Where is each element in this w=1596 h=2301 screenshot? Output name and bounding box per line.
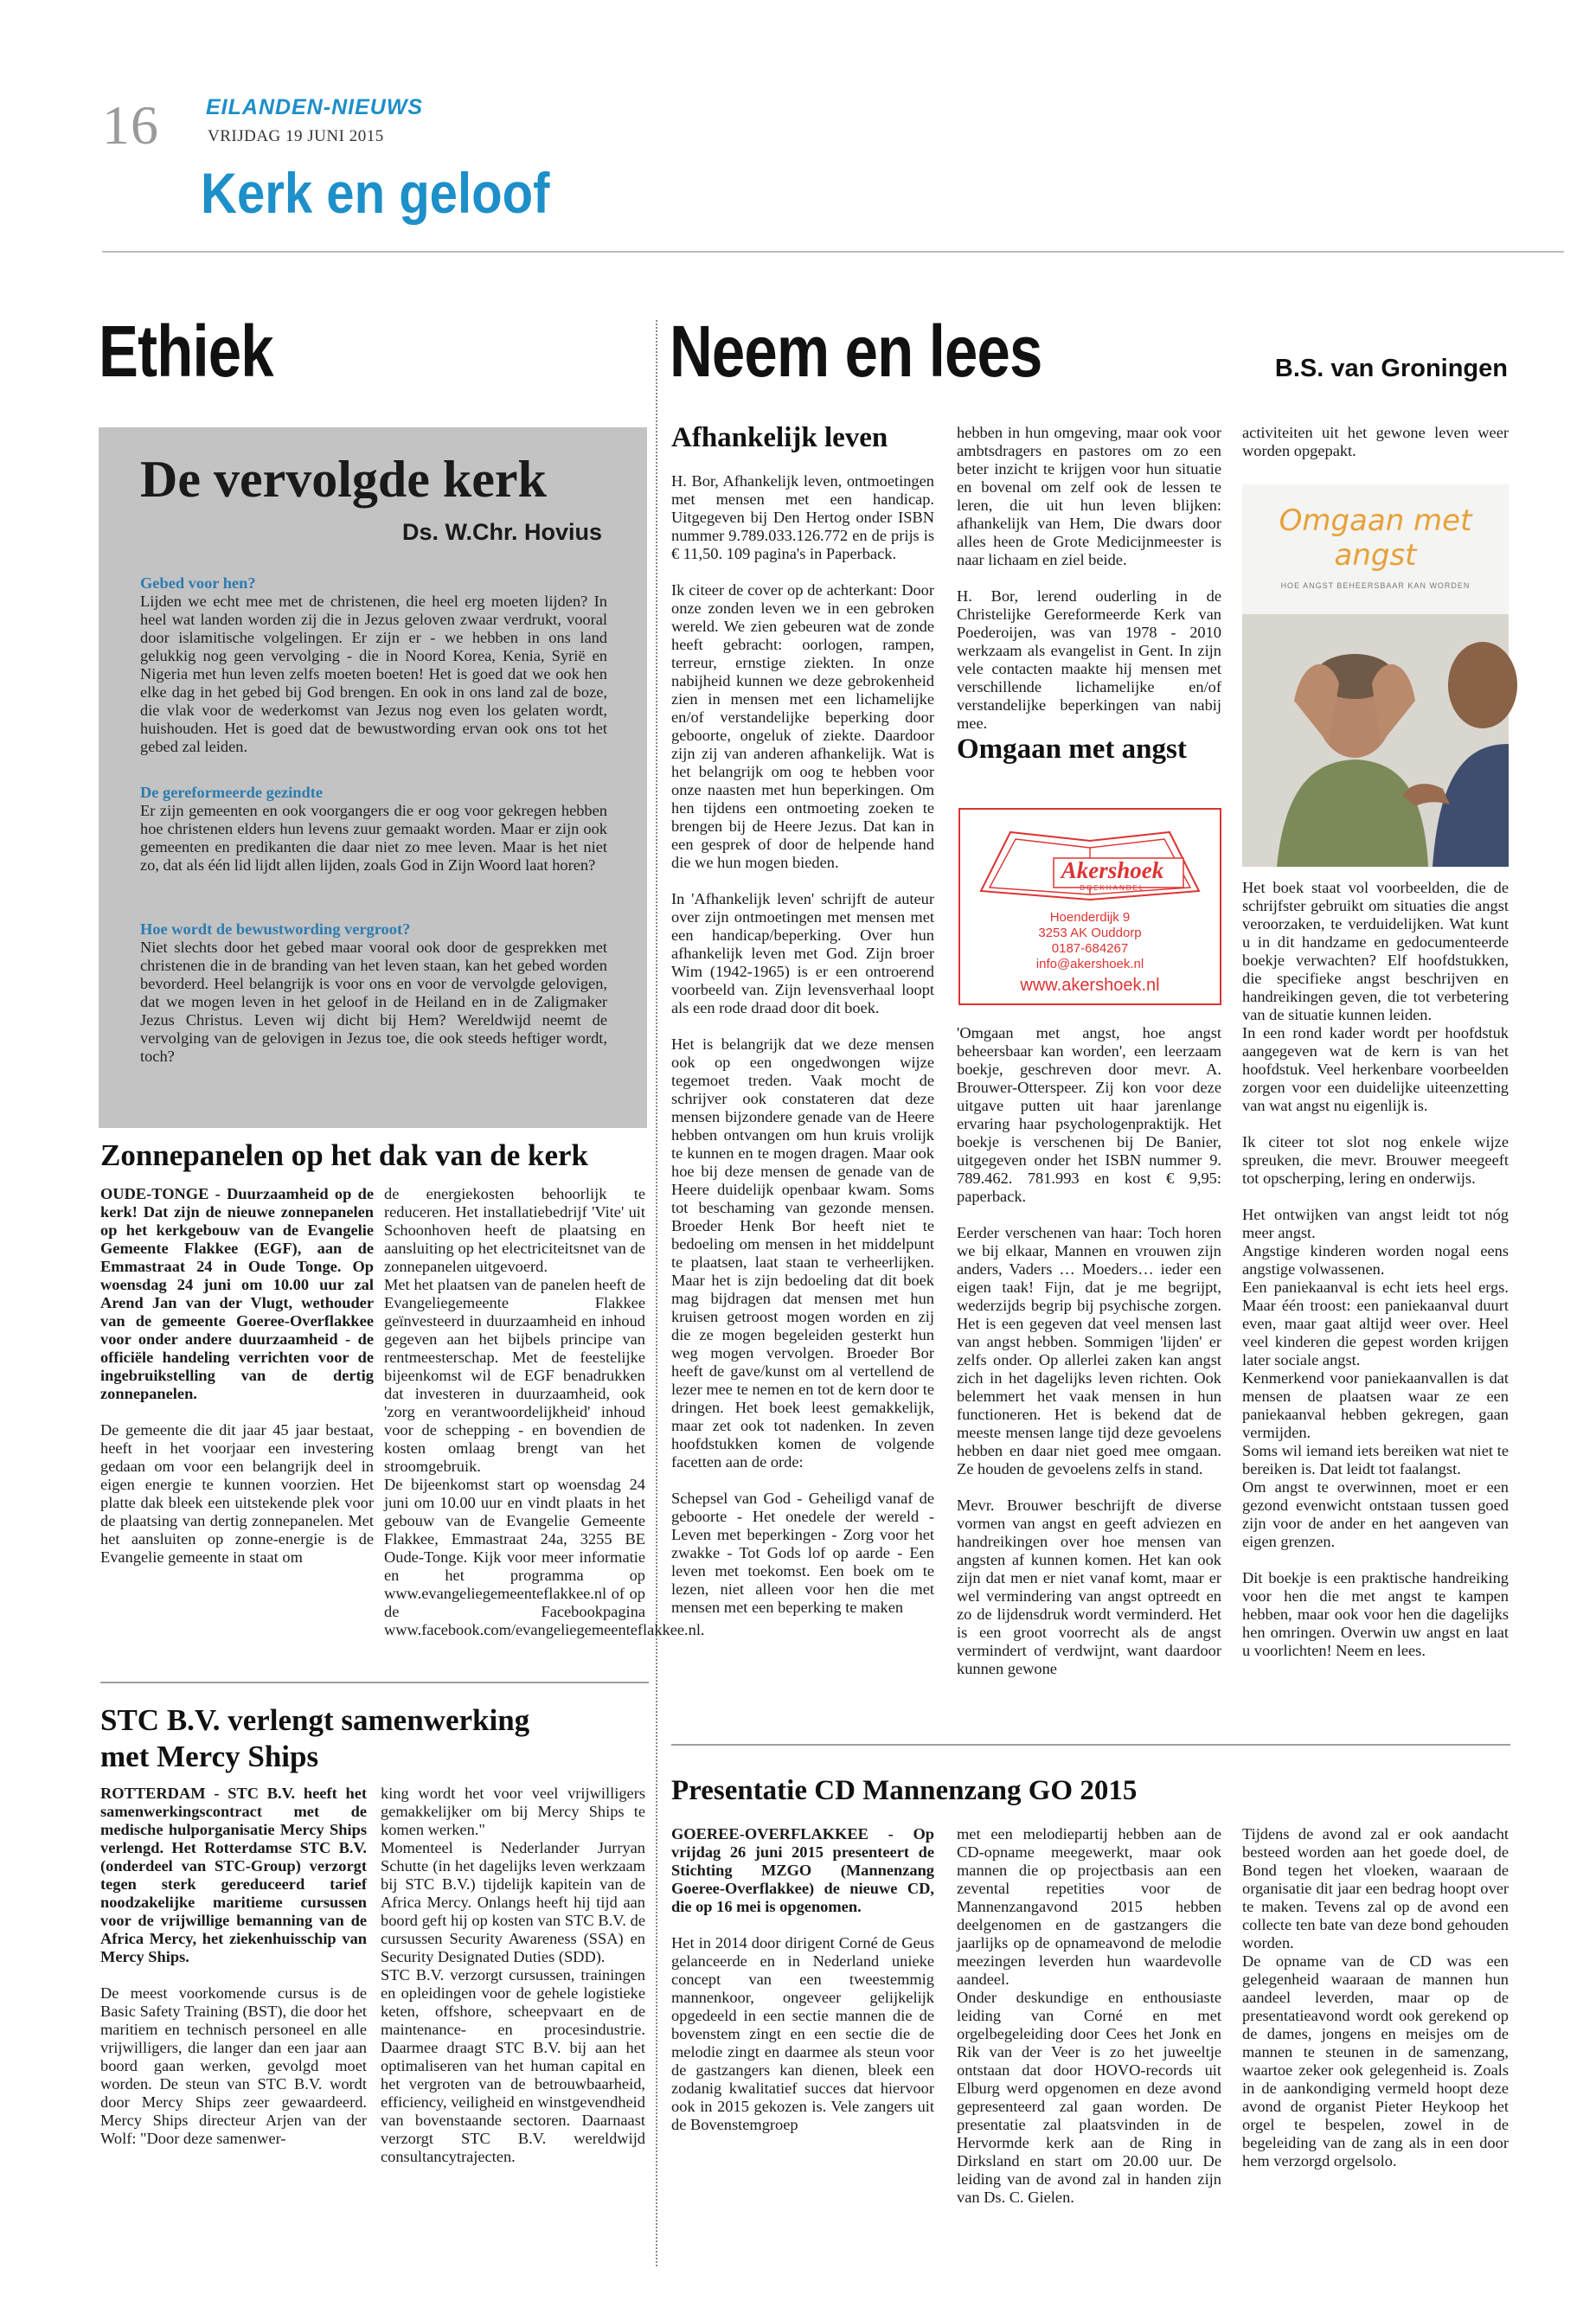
review-paragraph: Eerder verschenen van haar: Toch horen we bij elkaar, Mannen en vrouwen zijn anders, Vaders … Moeders… ieder een eigen taak! Fijn, dat je me begrijpt, wederzijds begrip bij psychische zorgen. Het is een gegeven dat veel mensen last van angst hebben. Sommigen 'lijden' er zelfs onder. Op allerlei zaken kan angst zich in het dagelijks leven richten. Ook belemmert het vaak mensen in hun functioneren. Het is bekend dat de meeste mensen lange tijd deze gevoelens hebben en daar niet goed mee omgaan. Ze houden de gevoelens zelfs in stand. [957,1224,1221,1477]
article-title: Zonnepanelen op het dak van de kerk [100,1138,589,1172]
article-paragraph: De bijeenkomst start op woensdag 24 juni om 10.00 uur en vindt plaats in het gebouw van de Evangelie Gemeente Flakkee, Emmastraat 24a, 3255 BE Oude-Tonge. Kijk voor meer informatie en het programma op www.evangeliegemeenteflakkee.nl of op de Facebookpagina www.facebook.com/evangeliegemeenteflakkee.nl. [384,1476,705,1638]
article-paragraph: met een melodiepartij hebben aan de CD-opname meegewerkt, maar ook mannen die op projectbasis aan een zevental repetities voor de Mannenzangavond 2015 hebben deelgenomen en de gastzangers die jaarlijks op de opnameavond de melodie meezingen leverden hun waardevolle aandeel. [957,1825,1221,1988]
article-column [100,1785,367,2265]
akershoek-ad[interactable] [958,808,1221,1005]
review-paragraph: Het ontwijken van angst leidt tot nóg meer angst. Angstige kinderen worden nogal eens angstige volwassenen. Een paniekaanval is echt iets heel ergs. Maar één troost: een paniekaanval duurt even, maar gaat altijd weer over. Heel veel kinderen die gepest worden krijgen later sociale angst. Kenmerkend voor paniekaanvallen is dat mensen de plaatsen waar ze een paniekaanval hebben gekregen, gaan vermijden. Soms wil iemand iets bereiken wat niet te bereiken is. Dat leidt tot faalangst. Om angst te overwinnen, moet er een gezond evenwicht ontstaan tussen goed zijn voor de ander en het aangeven van eigen grenzen. [1242,1206,1509,1550]
page-number: 16 [102,94,159,156]
ad-city: 3253 AK Ouddorp [1038,926,1142,940]
ad-email[interactable]: info@akershoek.nl [1035,957,1144,971]
article-paragraph: STC B.V. verzorgt cursussen, trainingen en opleidingen voor de gehele logistieke keten, offshore, scheepvaart en de maintenance- en procesindustrie. Daarmee draagt STC B.V. bij aan het optimaliseren van het human capital en het vergroten van de betrouwbaarheid, efficiency, veiligheid en winstgevendheid van bovenstaande sectoren. Daarnaast verzorgt STC B.V. wereldwijd consultancytrajecten. [381,1966,645,2165]
article-paragraph: Het in 2014 door dirigent Corné de Geus gelanceerde en in Nederland unieke concept van een tweestemmig mannenkoor, ongeveer gelijkelijk opgedeeld in een sectie mannen die de bovenstem zingt en een sectie die de melodie zingt en daarmee als steun voor de gastzangers kan dienen, bleek een zodanig kwalitatief succes dat hiervoor ook in 2015 gekozen is. Vele zangers uit de Bovenstemgroep [671,1934,934,2133]
review-paragraph: H. Bor, lerend ouderling in de Christelijke Gereformeerde Kerk van Poederoijen, was van 1978 - 2010 werkzaam als evangelist in Gent. In zijn vele contacten maakte hij mensen met verschillende lichamelijke en/of verstandelijke beperkingen van nabij mee. [957,587,1221,732]
article-paragraph: De opname van de CD was een gelegenheid waaraan de mannen hun aandeel leverden, maar op de presentatieavond wordt ook gerekend op de dames, jongens en meisjes om de mannen te steunen in de samenzang, waartoe zeker ook gelegenheid is. Zoals in de aankondiging vermeld hoopt deze avond de organist Pieter Heykoop het orgel te bespelen, zowel in de begeleiding van de zang als in een door hem verzorgd orgelsolo. [1242,1952,1509,2170]
review-column [957,424,1221,732]
article-title: Presentatie CD Mannenzang GO 2015 [671,1775,1138,1806]
issue-date: VRIJDAG 19 JUNI 2015 [208,127,384,145]
book-title: angst [1334,538,1417,573]
article-paragraph: king wordt het voor veel vrijwilligers gemakkelijker om bij Mercy Ships te komen werken." [381,1785,645,1838]
review-paragraph: activiteiten uit het gewone leven weer worden opgepakt. [1242,424,1509,459]
ethiek-paragraph [140,574,607,760]
subheading: De gereformeerde gezindte [140,784,324,801]
article-column [957,1825,1221,2266]
review-paragraph: hebben in hun omgeving, maar ook voor ambtsdragers en pastores om zo een beter inzicht te krijgen voor hun situatie en bovenal om zelf ook de lessen te leren, die uit hun leven blijken: afhankelijk van Hem, Die dwars door alles heen de Grote Medicijnmeester is naar lichaam en ziel beide. [957,424,1221,568]
review-paragraph: Schepsel van God - Geheiligd vanaf de geboorte - Het onedele der wereld - Leven met beperkingen - Zorg voor het zwakke - Tot Gods lof op aarde - Een leven met toekomst. Een boek om te lezen, niet alleen voor hen die met mensen met een beperking te maken [671,1490,934,1616]
book-subtitle: HOE ANGST BEHEERSBAAR KAN WORDEN [1280,581,1471,590]
article-column [384,1185,705,1670]
article-paragraph: de energiekosten behoorlijk te reduceren. Het installatiebedrijf 'Vite' uit Schoonhoven heeft de plaatsing en aansluiting op het electriciteitsnet van de zonnepanelen uitgevoerd. [384,1185,645,1275]
article-column [100,1185,374,1670]
masthead-logo: EILANDEN-NIEUWS [206,95,424,119]
review-paragraph: 'Omgaan met angst, hoe angst beheersbaar kan worden', een leerzaam boekje, geschreven door mevr. A. Brouwer-Otterspeer. Zij kon voor deze uitgave putten uit haar jarenlange ervaring haar psychologenpraktijk. Het boekje is verschenen bij De Banier, uitgegeven onder het ISBN nummer 9. 789.462. 781.993 en kost € 9,95: paperback. [957,1024,1221,1205]
review-paragraph: Het boek staat vol voorbeelden, die de schrijfster gebruikt om situaties die angst veroorzaken, te verduidelijken. Wat kunt u in dit handzame en gedocumenteerde boekje verwachten? Elf hoofdstukken, die specifieke angst beschrijven en handreikingen geven, die tot verbetering van de situatie kunnen leiden. In een rond kader wordt per hoofdstuk aangegeven wat de kern is van het hoofdstuk. Veel herkenbare voorbeelden zorgen voor een duidelijke uiteenzetting van wat angst nu eigenlijk is. [1242,879,1509,1114]
article-title-line: STC B.V. verlengt samenwerking [100,1703,530,1737]
review-paragraph: Dit boekje is een praktische handreiking voor hen die met angst te kampen hebben, maar ook voor hen die dagelijks hen omringen. Overwin uw angst en laat u voorlichten! Neem en lees. [1242,1569,1509,1659]
article-column [671,1825,934,2266]
column-byline: B.S. van Groningen [1274,355,1508,382]
subheading: Gebed voor hen? [140,574,256,592]
article-paragraph: Met het plaatsen van de panelen heeft de Evangeliegemeente Flakkee geïnvesteerd in duurzaamheid en inhoud gegeven aan het bijbels principe van rentmeesterschap. Met de feestelijke bijeenkomst wil de EGF benadrukken dat investeren in duurzaamheid, ook 'zorg en verantwoordelijkheid' inhoud voor de schepping - en bovendien de kosten omlaag brengt van het stroomgebruik. [384,1276,645,1475]
article-lead: OUDE-TONGE - Duurzaamheid op de kerk! Dat zijn de nieuwe zonnepanelen op het kerkgebouw van de Evangelie Gemeente Flakkee (EGF), aan de Emmastraat 24 in Oude Tonge. Op woensdag 24 juni om 10.00 uur zal Arend Jan van der Vlugt, wethouder van de gemeente Goeree-Overflakkee voor onder andere duurzaamheid - de officiële handeling verrichten voor de ingebruikstelling van de dertig zonnepanelen. [100,1185,374,1402]
article-paragraph: Momenteel is Nederlander Jurryan Schutte (in het dagelijks leven werkzaam bij STC B.V.) tijdelijk kapitein van de Africa Mercy. Onlangs heeft hij tijd aan boord geft hij op kosten van STC B.V. de cursussen Security Awareness (SSA) en Security Designated Duties (SDD). [381,1839,645,1965]
article-lead: GOEREE-OVERFLAKKEE - Op vrijdag 26 juni 2015 presenteert de Stichting MZGO (Mannenzang Goeree-Overflakkee) de nieuwe CD, die op 16 mei is opgenomen. [671,1825,934,1915]
article-paragraph: De meest voorkomende cursus is de Basic Safety Training (BST), die door het maritiem en technisch personeel en alle vrijwilligers, die langer dan een jaar aan boord gaan werken, gevolgd moet worden. De steun van STC B.V. wordt door Mercy Ships zeer gewaardeerd. Mercy Ships directeur Arjen van der Wolf: "Door deze samenwer- [100,1984,367,2147]
ethiek-heading: Ethiek [99,311,273,392]
paragraph-text: Lijden we echt mee met de christenen, die heel erg moeten lijden? In heel wat landen worden zij die in Jezus geloven zwaar verdrukt, vooral door islamitische volgelingen. Er zijn er - we hebben in ons land gelukkig nog geen vervolging - die in Noord Korea, Kenia, Syrië en Nigeria met hun leven zelfs moeten boeten! Het is goed dat we ook hen elke dag in het gebed bij God brengen. En ook in ons land zal de boze, die vlak voor de wederkomst van Jezus nog even los gelaten wordt, huishouden. Het is goed dat de bewustwording ervan ook ons tot het gebed zal leiden. [140,593,607,755]
article-title-line: met Mercy Ships [100,1740,319,1773]
review-column [1242,879,1509,1709]
article-title: Omgaan met angst [957,734,1187,765]
article-column [1242,1825,1509,2266]
ad-phone: 0187-684267 [1051,941,1129,956]
article-lead: ROTTERDAM - STC B.V. heeft het samenwerkingscontract met de medische hulporganisatie Mercy Ships verlengd. Het Rotterdamse STC B.V. (onderdeel van STC-Group) verzorgt tegen sterk gereduceerd tarief noodzakelijke maritieme cursussen voor de vrijwillige bemanning van de Africa Mercy, het ziekenhuisschip van Mercy Ships. [100,1785,367,1965]
article-title [100,1702,529,1775]
paragraph-text: Niet slechts door het gebed maar vooral ook door de gesprekken met christenen die in de branding van het leven staan, kan het gebed worden bevorderd. Heel belangrijk is voor ons en voor de vervolgde gelovigen, dat we mogen leven in het geloof in de Heiland en in de Zaligmaker Jezus Christus. Leven wij dicht bij Hem? Wereldwijd neemt de vervolging van de gelovigen in Jezus toe, die ook steeds heftiger wordt, toch? [140,939,607,1065]
article-paragraph: De gemeente die dit jaar 45 jaar bestaat, heeft in het voorjaar een investering gedaan om voor een belangrijk deel in eigen energie te kunnen voorzien. Het platte dak bleek een uitstekende plek voor de plaatsing van dertig zonnepanelen. Met het aansluiten op zonne-energie is de Evangelie gemeente in staat om [100,1421,374,1566]
ad-address: Hoenderdijk 9 [1049,910,1131,925]
ad-brand: Akershoek [1061,857,1164,883]
paragraph-text: Er zijn gemeenten en ook voorgangers die er oog voor gekregen hebben hoe christenen elders hun levens zuur gemaakt worden. Maar er zijn ook gemeenten en predikanten die daar niet zo mee leven. Maar is het niet zo, dat als één lid lijdt allen lijden, zoals God in Zijn Woord laat horen? [140,802,607,874]
article-author: Ds. W.Chr. Hovius [401,519,602,545]
ethiek-paragraph [140,784,607,913]
review-column [1242,424,1509,476]
column-divider [656,320,657,2266]
article-divider [100,1682,649,1683]
review-column [957,1024,1221,1716]
article-column [381,1785,645,2265]
review-paragraph: Ik citeer de cover op de achterkant: Door onze zonden leven we in een gebroken wereld. We zien gebeuren wat de zonde heeft gebracht: oorlogen, rampen, terreur, ernstige ziekten. In onze nabijheid kunnen we deze gebrokenheid zien in mensen met een lichamelijke en/of verstandelijke beperking door geboorte, ongeluk of ziekte. Daardoor zijn zij van anderen afhankelijk. Wat is het belangrijk om oog te hebben voor onze naasten met hun beperkingen. Om hen tijdens een ontmoeting zoeken te brengen bij de Heere Jezus. Dat kan in een gesprek of door de helpende hand die we hun mogen bieden. [671,581,934,871]
review-paragraph: H. Bor, Afhankelijk leven, ontmoetingen met mensen met een handicap. Uitgegeven bij Den Hertog onder ISBN nummer 9.789.033.126.772 en de prijs is € 11,50. 109 pagina's in Paperback. [671,472,934,562]
article-divider [671,1744,1510,1746]
section-title: Kerk en geloof [201,161,550,225]
review-paragraph: In 'Afhankelijk leven' schrijft de auteur over zijn ontmoetingen met mensen met een handicap/beperking. Over hun afhankelijk leven met God. Zijn broer Wim (1942-1965) is er een ontroerend voorbeeld van. Zijn levensverhaal loopt als een rode draad door dit boek. [671,890,934,1016]
ad-brand-sub: BOEKHANDEL [1080,884,1145,892]
ethiek-paragraph [140,920,607,1088]
review-paragraph: Mevr. Brouwer beschrijft de diverse vormen van angst en geeft adviezen en handreikingen over hoe mensen van angsten af kunnen komen. Het kan ook zijn dat men er niet vanaf komt, maar er wel vermindering van angst optreedt en zo de lijdensdruk wordt verminderd. Het is een groot voorrecht als de angst vermindert of verdwijnt, want daardoor kunnen gewone [957,1497,1221,1677]
review-column [671,472,934,1709]
book-title: Omgaan met [1279,503,1472,538]
neem-en-lees-heading: Neem en lees [670,311,1042,392]
ad-website[interactable]: www.akershoek.nl [1020,976,1160,995]
header-divider [102,251,1564,253]
subheading: Hoe wordt de bewustwording vergroot? [140,920,411,938]
review-paragraph: Ik citeer tot slot nog enkele wijze spreuken, die mevr. Brouwer meegeeft tot opscherping, lering en onderwijs. [1242,1133,1509,1187]
review-paragraph: Het is belangrijk dat we deze mensen ook op een ongedwongen wijze tegemoet treden. Vaak mocht de schrijver ook constateren dat deze mensen bijzondere genade van de Heere hebben ontvangen om hun kruis vrolijk te kunnen en te mogen dragen. Maar ook hoe bij deze mensen de genade van de Heere duidelijk openbaar kwam. Soms tot beschaming van gezonde mensen. Broeder Henk Bor heeft niet te bedoeling om mensen in het middelpunt te plaatsen, laat staan te verheerlijken. Maar het is zijn bedoeling dat dit boek mag bijdragen dat mensen met hun kruisen getroost mogen worden en zij die ze mogen begeleiden gesterkt hun weg mogen vervolgen. Broeder Bor heeft de gave/kunst om al vertellend de lezer mee te nemen en tot de kern door te dringen. Het boek leest gemakkelijk, maar zet ook tot nadenken. In zeven hoofdstukken komen de volgende facetten aan de orde: [671,1035,934,1471]
article-title: Afhankelijk leven [671,422,888,453]
article-title: De vervolgde kerk [140,451,547,508]
article-paragraph: Onder deskundige en enthousiaste leiding van Corné en met orgelbegeleiding door Cees het Jonk en Rik van der Veer is zo het juweeltje ontstaan dat door HOVO-records uit Elburg werd opgenomen en deze avond gepresenteerd zal gaan worden. De presentatie zal plaatsvinden in de Hervormde kerk aan de Ring in Dirksland en start om 20.00 uur. De leiding van de avond zal in handen zijn van Ds. C. Gielen. [957,1989,1221,2206]
article-paragraph: Tijdens de avond zal er ook aandacht besteed worden aan het goede doel, de Bond tegen het vloeken, waaraan de organisatie dit jaar een bedrag hoopt over te maken. Tevens zal op de avond een collecte ten bate van deze bond gehouden worden. [1242,1825,1509,1952]
book-cover-image [1242,484,1509,867]
